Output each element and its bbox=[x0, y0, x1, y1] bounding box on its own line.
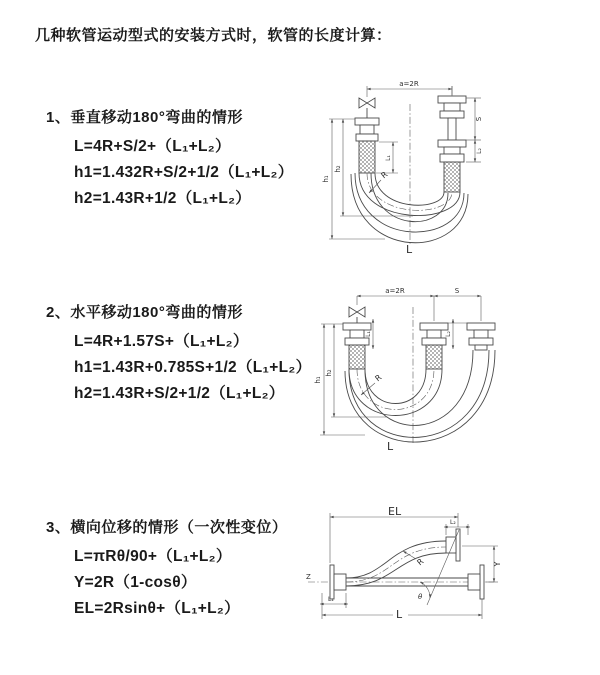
right-fitting bbox=[448, 323, 495, 350]
lateral-shift-drawing bbox=[300, 503, 600, 653]
label-a2r: a=2R bbox=[385, 287, 405, 295]
label-l2: L₂ bbox=[445, 331, 452, 337]
dim-a2r bbox=[367, 80, 452, 97]
right-fitting bbox=[438, 86, 466, 192]
label-h2: h₂ bbox=[334, 165, 342, 173]
left-flange bbox=[330, 565, 346, 599]
label-r: R bbox=[415, 556, 426, 568]
curved-hose bbox=[346, 541, 446, 586]
label-z: Z bbox=[306, 573, 311, 581]
formula-h2: h2=1.43R+1/2（L₁+L₂） bbox=[74, 190, 252, 207]
label-r: R bbox=[379, 169, 390, 181]
valve-icon bbox=[359, 98, 375, 118]
section-lateral-shift bbox=[46, 516, 287, 622]
label-l1: L₁ bbox=[365, 331, 372, 337]
dim-a2r bbox=[357, 287, 481, 321]
label-l2: L₂ bbox=[450, 519, 456, 526]
label-l1: L₁ bbox=[385, 155, 392, 161]
formula-h1: h1=1.432R+S/2+1/2（L₁+L₂） bbox=[74, 164, 294, 181]
diagram-horizontal-bend bbox=[303, 283, 598, 453]
section-horizontal-bend bbox=[46, 301, 311, 407]
formula-L: L=πRθ/90+（L₁+L₂） bbox=[74, 548, 232, 565]
label-h2: h₂ bbox=[325, 369, 333, 377]
section1-formulas bbox=[46, 134, 294, 212]
left-fitting bbox=[343, 323, 371, 369]
label-l: L bbox=[406, 243, 413, 256]
label-r: R bbox=[373, 372, 384, 384]
hose-arcs bbox=[345, 350, 495, 442]
formula-Y: Y=2R（1-cosθ） bbox=[74, 574, 197, 591]
label-s: S bbox=[454, 287, 460, 295]
vertical-bend-drawing bbox=[305, 76, 590, 256]
label-el: EL bbox=[388, 505, 402, 518]
label-a2r: a=2R bbox=[399, 80, 419, 88]
left-fitting bbox=[355, 118, 379, 173]
bottom-right-flange bbox=[468, 565, 484, 599]
formula-EL: EL=2Rsinθ+（L₁+L₂） bbox=[74, 600, 240, 617]
horizontal-bend-drawing bbox=[303, 283, 598, 453]
formula-h1: h1=1.43R+0.785S+1/2（L₁+L₂） bbox=[74, 359, 312, 376]
label-y: Y bbox=[493, 561, 502, 567]
diagram-lateral-shift bbox=[300, 503, 600, 653]
diagram-vertical-bend bbox=[305, 76, 590, 256]
section3-heading: 3、横向位移的情形（一次性变位） bbox=[46, 519, 288, 536]
valve-icon bbox=[349, 307, 365, 323]
label-theta: θ bbox=[418, 593, 423, 601]
label-l: L bbox=[387, 440, 394, 453]
braid-section bbox=[426, 345, 442, 369]
dim-el bbox=[330, 505, 458, 563]
braid-section bbox=[359, 141, 375, 173]
label-h1: h₁ bbox=[314, 376, 322, 384]
dim-l2 bbox=[475, 140, 483, 162]
label-l1: L₁ bbox=[328, 596, 334, 603]
middle-fitting bbox=[420, 323, 448, 369]
braid-section bbox=[444, 162, 460, 192]
label-l: L bbox=[396, 608, 403, 621]
label-s: S bbox=[475, 116, 483, 122]
page-title: 几种软管运动型式的安装方式时，软管的长度计算： bbox=[35, 27, 392, 44]
label-h1: h₁ bbox=[322, 175, 330, 183]
dim-s bbox=[434, 287, 481, 296]
section2-heading: 2、水平移动180°弯曲的情形 bbox=[46, 304, 243, 321]
dim-l1 bbox=[376, 142, 398, 173]
section3-formulas bbox=[46, 544, 287, 622]
formula-L: L=4R+1.57S+（L₁+L₂） bbox=[74, 333, 249, 350]
label-l2: L₂ bbox=[476, 148, 483, 154]
radius-callout bbox=[361, 373, 384, 395]
section-vertical-bend bbox=[46, 106, 294, 212]
braid-section bbox=[349, 345, 365, 369]
section2-formulas bbox=[46, 329, 311, 407]
formula-h2: h2=1.43R+S/2+1/2（L₁+L₂） bbox=[74, 385, 285, 402]
section1-heading: 1、垂直移动180°弯曲的情形 bbox=[46, 109, 243, 126]
formula-L: L=4R+S/2+（L₁+L₂） bbox=[74, 138, 231, 155]
